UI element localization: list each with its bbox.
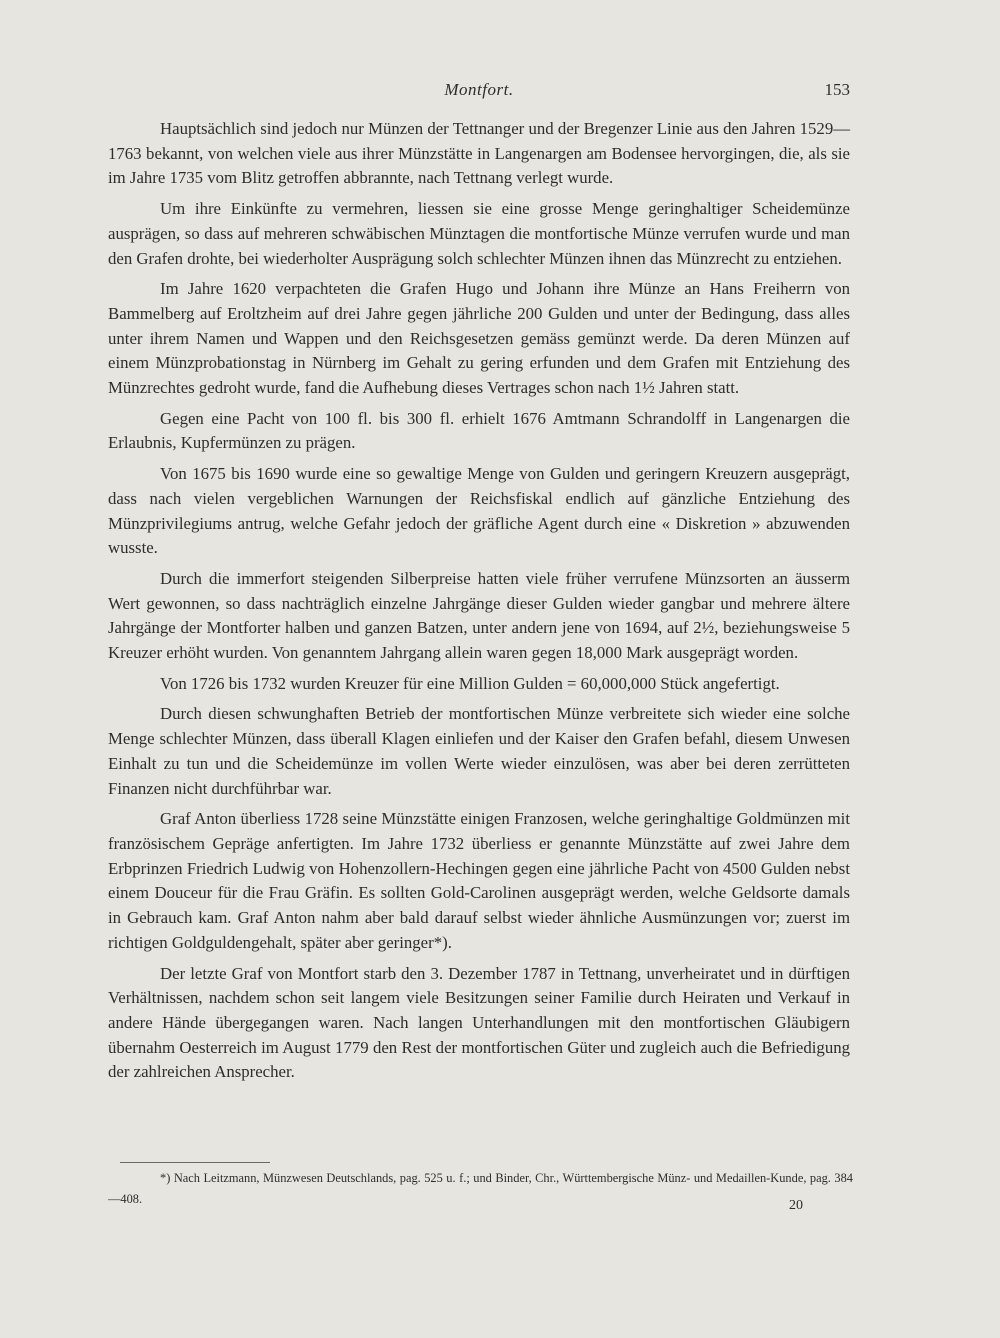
paragraph: Im Jahre 1620 verpachteten die Grafen Hugo und Johann ihre Münze an Hans Freiherrn von Bammelberg auf Eroltzheim auf drei Jahre gegen jährliche 200 Gulden und unter der Bedingung, dass alles unter ihrem Namen und Wappen und den Reichsgesetzen gemäss gemünzt werde. Da deren Münzen auf einem Münzprobationstag in Nürnberg im Gehalt zu gering erfunden und dem Grafen mit Entziehung des Münzrechtes gedroht wurde, fand die Aufhebung dieses Vertrages schon nach 1½ Jahren statt. bbox=[108, 279, 850, 398]
paragraph: Von 1675 bis 1690 wurde eine so gewaltige Menge von Gulden und geringern Kreuzern ausgeprägt, dass nach vielen vergeblichen Warnungen der Reichsfiskal endlich auf gänzliche Entziehung des Münzprivilegiums antrug, welche Gefahr jedoch der gräfliche Agent durch eine « Diskretion » abzuwenden wusste. bbox=[108, 464, 850, 558]
page-header bbox=[108, 80, 850, 108]
signature-mark: 20 bbox=[789, 1198, 803, 1213]
paragraph: Um ihre Einkünfte zu vermehren, liessen sie eine grosse Menge geringhaltiger Scheidemünze ausprägen, so dass auf mehreren schwäbischen Münztagen die montfortische Münze verrufen wurde und man den Grafen drohte, bei wiederholter Ausprägung solch schlechter Münzen ihnen das Münzrecht zu entziehen. bbox=[108, 199, 850, 268]
paragraph: Hauptsächlich sind jedoch nur Münzen der Tettnanger und der Bregenzer Linie aus den Jahren 1529—1763 bekannt, von welchen viele aus ihrer Münzstätte in Langenargen am Bodensee hervorgingen, die, als sie im Jahre 1735 vom Blitz getroffen abbrannte, nach Tettnang verlegt wurde. bbox=[108, 119, 850, 188]
paragraph: Von 1726 bis 1732 wurden Kreuzer für eine Million Gulden = 60,000,000 Stück angefertigt. bbox=[160, 673, 780, 693]
paragraph: Gegen eine Pacht von 100 fl. bis 300 fl. erhielt 1676 Amtmann Schrandolff in Langenargen die Erlaubnis, Kupfermünzen zu prägen. bbox=[108, 408, 850, 453]
running-title: Montfort. bbox=[444, 80, 514, 99]
page-number: 153 bbox=[824, 80, 850, 99]
paragraph: Durch diesen schwunghaften Betrieb der montfortischen Münze verbreitete sich wieder eine solche Menge schlechter Münzen, dass überall Klagen einliefen und der Kaiser den Grafen befahl, diesem Unwesen Einhalt zu tun und die Scheidemünze im vollen Werte wieder einzulösen, was aber bei deren zerrütteten Finanzen nicht durchführbar war. bbox=[108, 704, 850, 798]
paragraph: Der letzte Graf von Montfort starb den 3. Dezember 1787 in Tettnang, unverheiratet und in dürftigen Verhältnissen, nachdem schon seit langem viele Besitzungen seiner Familie durch Heiraten und Verkauf in andere Hände übergegangen waren. Nach langen Unterhandlungen mit den montfortischen Gläubigern übernahm Oesterreich im August 1779 den Rest der montfortischen Güter und zugleich auch die Befriedigung der zahlreichen Ansprecher. bbox=[108, 963, 850, 1082]
footnote: *) Nach Leitzmann, Münzwesen Deutschlands, pag. 525 u. f.; und Binder, Chr., Württembergische Münz- und Medaillen-Kunde, pag. 384—408. bbox=[108, 1171, 853, 1206]
body-text bbox=[108, 117, 850, 1091]
paragraph: Durch die immerfort steigenden Silberpreise hatten viele früher verrufene Münzsorten an äusserm Wert gewonnen, so dass nachträglich einzelne Jahrgänge dieser Gulden wieder gangbar und mehrere ältere Jahrgänge der Montforter halben und ganzen Batzen, unter andern jene von 1694, auf 2½, beziehungsweise 5 Kreuzer erhöht wurden. Von genanntem Jahrgang allein waren gegen 18,000 Mark ausgeprägt worden. bbox=[108, 568, 850, 663]
footnote-divider bbox=[120, 1162, 270, 1163]
paragraph: Graf Anton überliess 1728 seine Münzstätte einigen Franzosen, welche geringhaltige Goldmünzen mit französischem Gepräge anfertigten. Im Jahre 1732 überliess er genannte Münzstätte auf zwei Jahre dem Erbprinzen Friedrich Ludwig von Hohenzollern-Hechingen gegen eine jährliche Pacht von 4500 Gulden nebst einem Douceur für die Frau Gräfin. Es sollten Gold-Carolinen ausgeprägt werden, welche Geldsorte damals in Gebrauch kam. Graf Anton nahm aber bald darauf selbst wieder ähnliche Ausmünzungen vor; zuerst im richtigen Goldguldengehalt, später aber geringer*). bbox=[108, 809, 850, 952]
